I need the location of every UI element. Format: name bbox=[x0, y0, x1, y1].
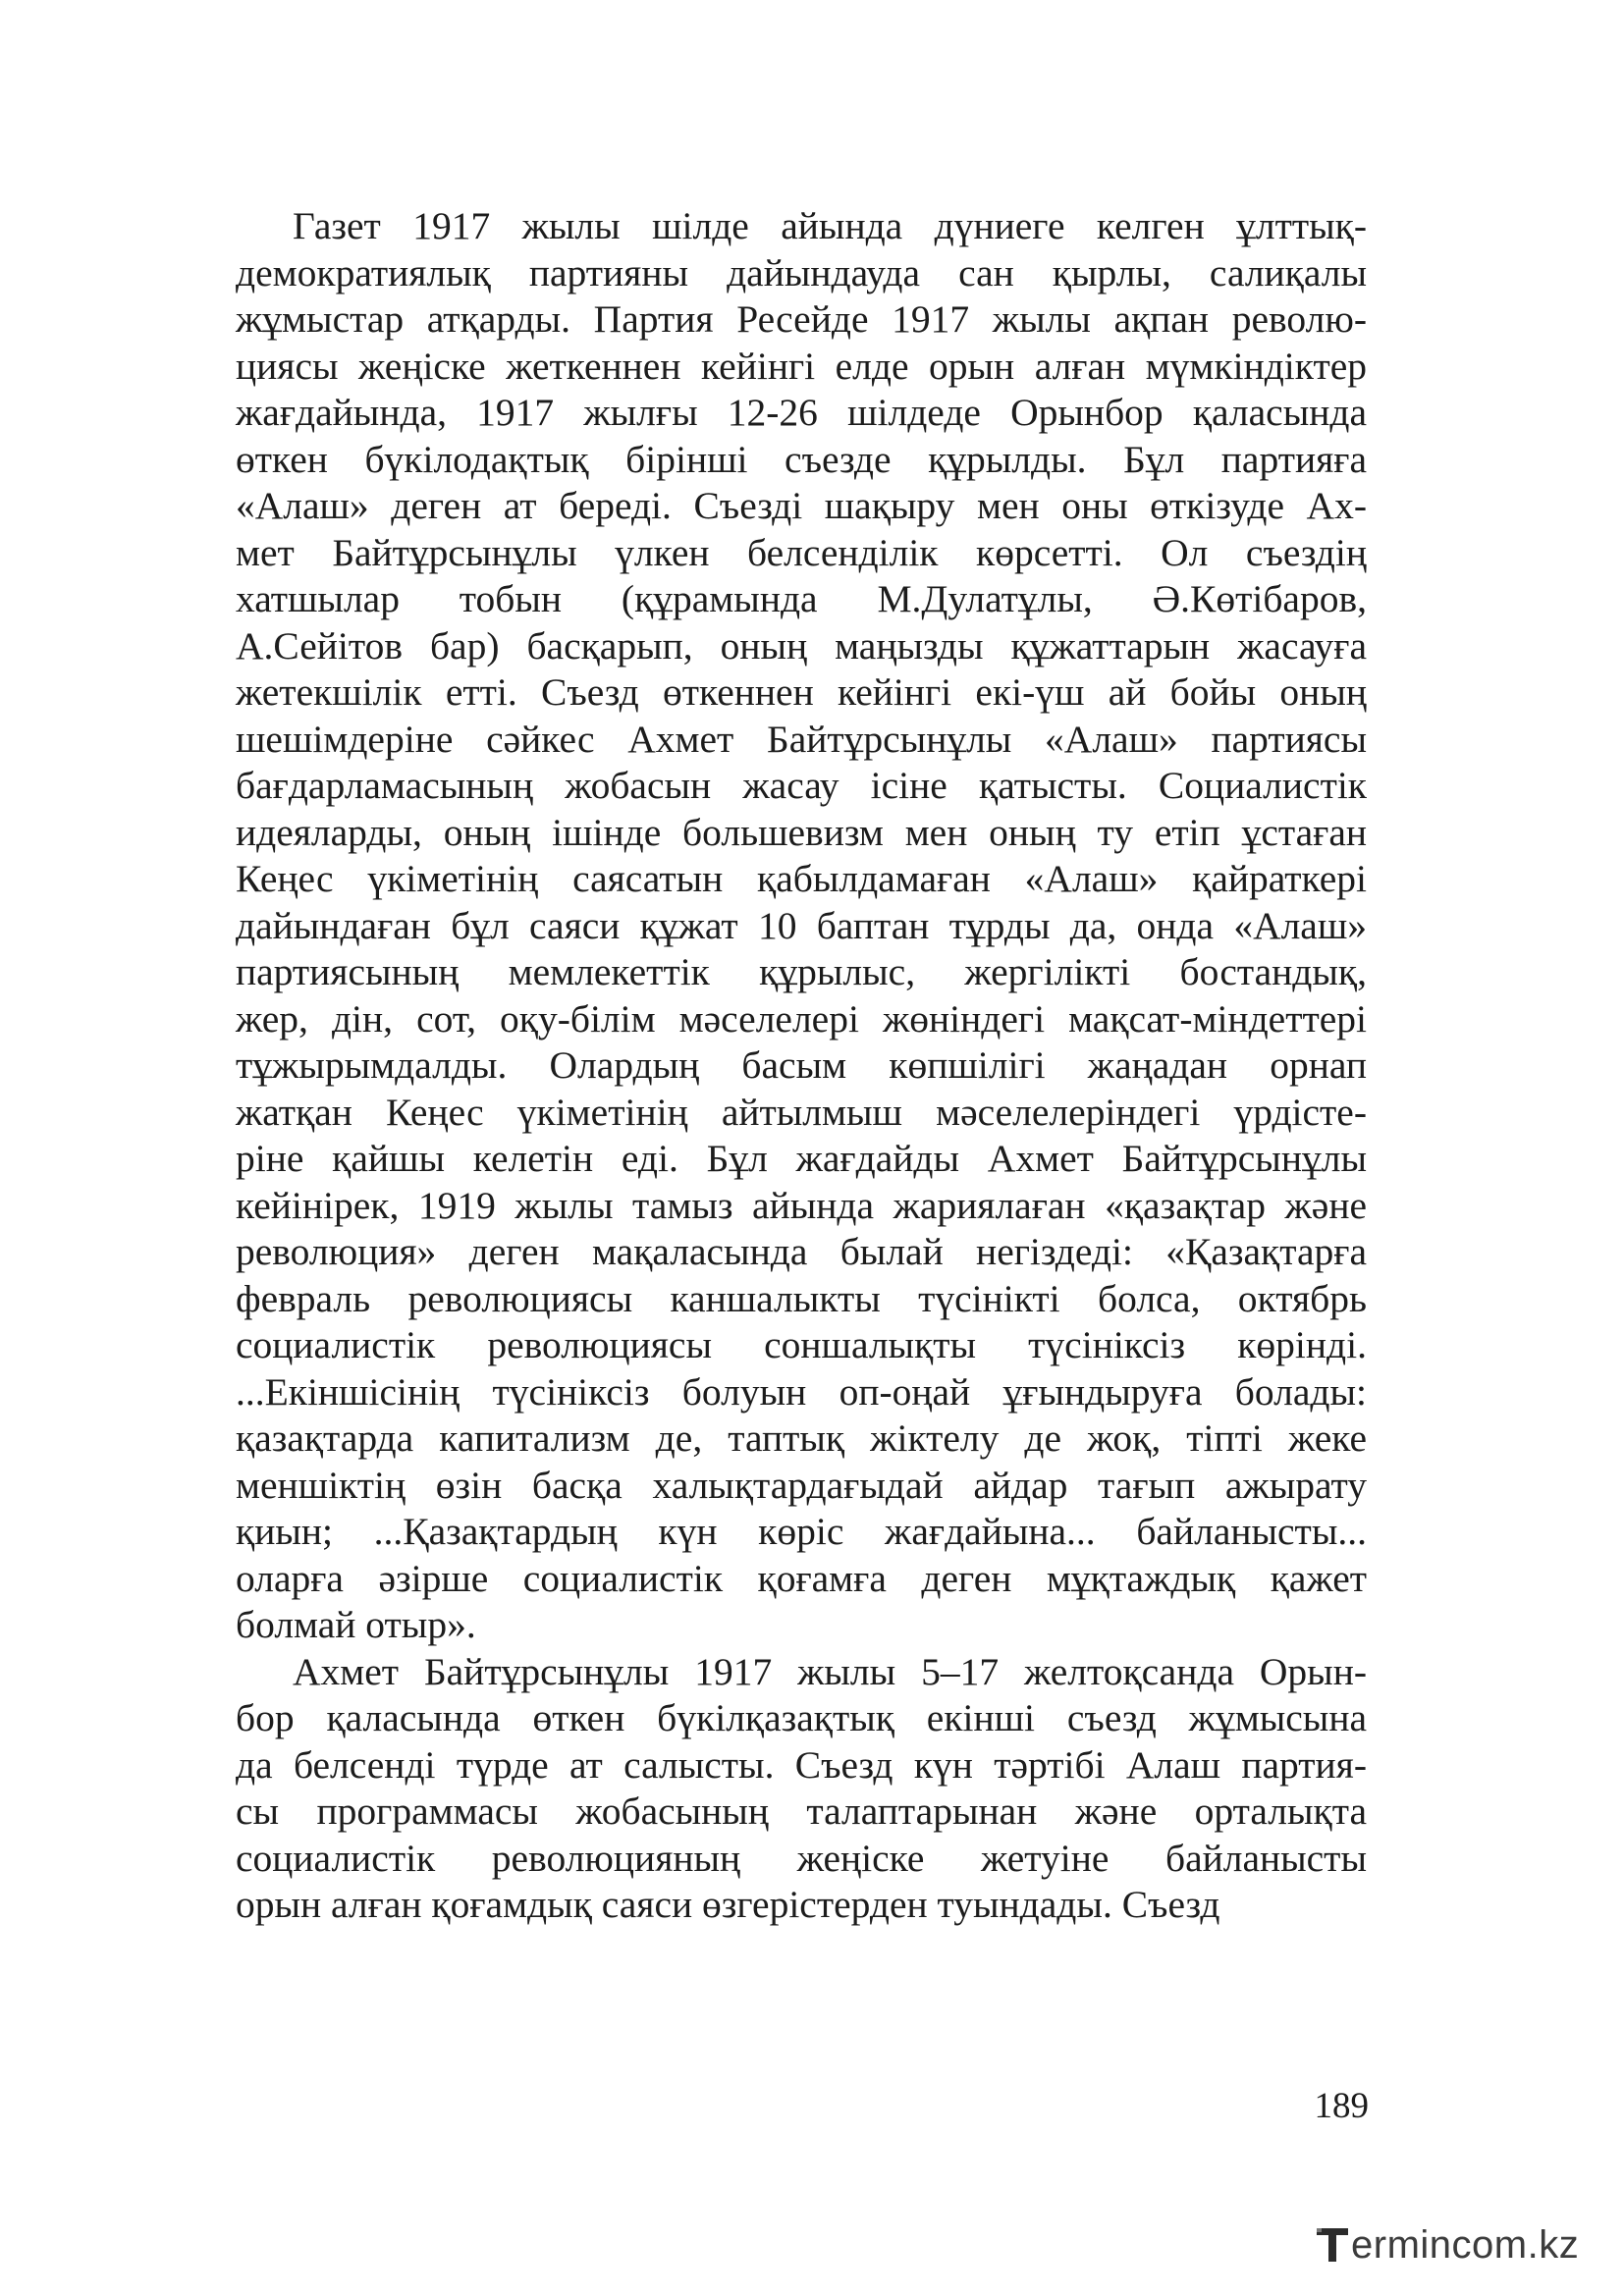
text-line: тұжырымдалды. Олардың басым көпшілігі жаңадан орнап bbox=[236, 1043, 1367, 1087]
page-number: 189 bbox=[1314, 2086, 1369, 2126]
text-line: Газет 1917 жылы шілде айында дүниеге келген ұлттық- bbox=[293, 204, 1367, 247]
text-line: жер, дін, сот, оқу-білім мәселелері жөніндегі мақсат-міндеттері bbox=[236, 996, 1367, 1041]
text-line: қиын; ...Қазақтардың күн көріс жағдайына... байланысты... bbox=[236, 1510, 1367, 1553]
text-line: Кеңес үкіметінің саясатын қабылдамаған «Алаш» қайраткері bbox=[236, 857, 1367, 900]
text-line: кейінірек, 1919 жылы тамыз айында жариялаған «қазақтар және bbox=[236, 1183, 1367, 1227]
text-line: жатқан Кеңес үкіметінің айтылмыш мәселелеріндегі үрдісте- bbox=[236, 1090, 1367, 1134]
text-line: циясы жеңіске жеткеннен кейінгі елде орын алған мүмкіндіктер bbox=[236, 344, 1367, 388]
text-line: «Алаш» деген ат береді. Съезді шақыру мен оны өткізуде Ах- bbox=[236, 484, 1367, 527]
text-line: ріне қайшы келетін еді. Бұл жағдайды Ахмет Байтұрсынұлы bbox=[236, 1137, 1367, 1180]
text-line: Ахмет Байтұрсынұлы 1917 жылы 5–17 желтоқсанда Орын- bbox=[293, 1649, 1367, 1693]
text-line: орын алған қоғамдық саяси өзгерістерден туындады. Съезд bbox=[236, 1883, 1220, 1926]
page-body-text bbox=[236, 203, 1367, 1929]
text-line: социалистік революциясы соншалықты түсініксіз көрінді. bbox=[236, 1323, 1367, 1366]
text-line: идеяларды, оның ішінде большевизм мен оның ту етіп ұстаған bbox=[236, 810, 1367, 854]
text-line: қазақтарда капитализм де, таптық жіктелу де жоқ, тіпті жеке bbox=[236, 1416, 1367, 1460]
text-line: жұмыстар атқарды. Партия Ресейде 1917 жылы ақпан револю- bbox=[236, 297, 1367, 341]
text-line: мет Байтұрсынұлы үлкен белсенділік көрсетті. Ол съездің bbox=[236, 530, 1367, 574]
text-line: социалистік революцияның жеңіске жетуіне байланысты bbox=[236, 1836, 1367, 1880]
text-line: ...Екіншісінің түсініксіз болуын оп-оңай ұғындыруға болады: bbox=[236, 1369, 1367, 1414]
text-line: дайындаған бұл саяси құжат 10 баптан тұрды да, онда «Алаш» bbox=[236, 903, 1367, 947]
text-line: шешімдеріне сәйкес Ахмет Байтұрсынұлы «Алаш» партиясы bbox=[236, 717, 1367, 761]
text-line: жағдайында, 1917 жылғы 12-26 шілдеде Орынбор қаласында bbox=[236, 391, 1367, 434]
text-line: хатшылар тобын (құрамында М.Дулатұлы, Ә.Көтібаров, bbox=[236, 577, 1367, 620]
text-line: жетекшілік етті. Съезд өткеннен кейінгі екі-үш ай бойы оның bbox=[236, 670, 1367, 714]
text-line: партиясының мемлекеттік құрылыс, жергілікті бостандық, bbox=[236, 950, 1367, 993]
text-line: А.Сейітов бар) басқарып, оның маңызды құжаттарын жасауға bbox=[236, 623, 1367, 667]
text-line: болмай отыр». bbox=[236, 1603, 476, 1646]
site-watermark bbox=[1316, 2220, 1610, 2269]
text-line: оларға әзірше социалистік қоғамға деген мұқтаждық қажет bbox=[236, 1556, 1367, 1600]
text-line: сы программасы жобасының талаптарынан және орталықта bbox=[236, 1789, 1367, 1833]
text-line: революция» деген мақаласында былай негіздеді: «Қазақтарға bbox=[236, 1230, 1367, 1273]
text-line: демократиялық партияны дайындауда сан қырлы, салиқалы bbox=[236, 250, 1367, 294]
t-letter-logo-icon bbox=[1316, 2224, 1349, 2264]
text-line: февраль революциясы каншалыкты түсінікті болса, октябрь bbox=[236, 1276, 1367, 1320]
text-line: өткен бүкілодақтық бірінші съезде құрылды. Бұл партияға bbox=[236, 437, 1367, 481]
text-line: да белсенді түрде ат салысты. Съезд күн тәртібі Алаш партия- bbox=[236, 1742, 1367, 1787]
text-line: бағдарламасының жобасын жасау ісіне қатысты. Социалистік bbox=[236, 764, 1367, 807]
watermark-text: ermincom.kz bbox=[1351, 2223, 1580, 2267]
text-line: бор қаласында өткен бүкілқазақтық екінші съезд жұмысына bbox=[236, 1696, 1367, 1739]
text-line: меншіктің өзін басқа халықтардағыдай айдар тағып ажырату bbox=[236, 1463, 1367, 1507]
